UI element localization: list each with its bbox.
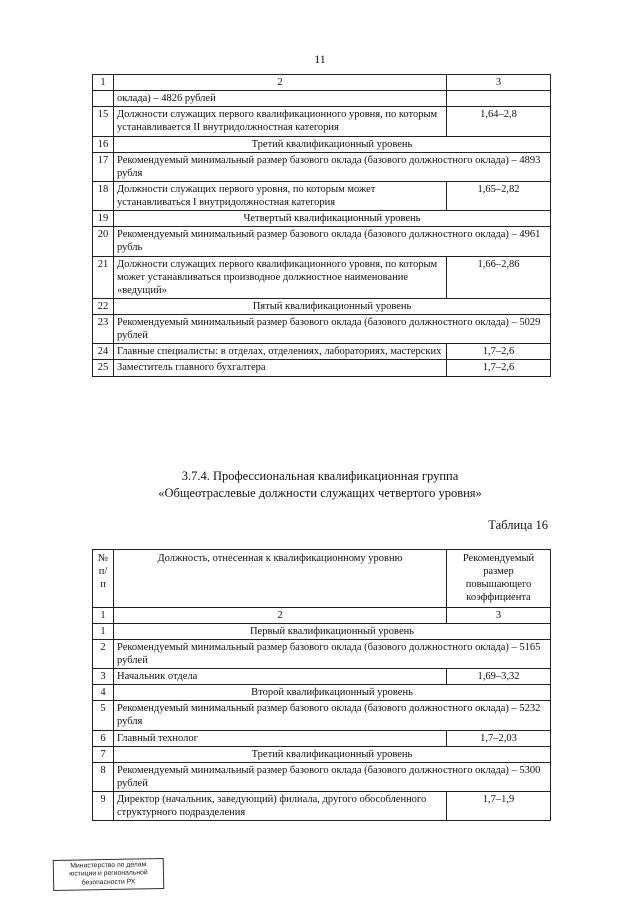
position-cell: Должности служащих первого квалификационного уровня, по которым может устанавливаться производное должностное наименование «ведущий» — [114, 256, 447, 298]
table-caption: Таблица 16 — [488, 518, 548, 532]
level-row — [93, 746, 551, 762]
coefficient-cell: 1,66–2,86 — [447, 256, 551, 298]
position-cell: оклада) – 4826 рублей — [114, 91, 447, 107]
stamp-line: Министерство по делам — [70, 861, 147, 870]
table-row — [93, 669, 551, 685]
coefficient-cell — [447, 91, 551, 107]
salary-cell: Рекомендуемый минимальный размер базового оклада (базового должностного оклада) – 5029 рублей — [114, 315, 551, 344]
table-row — [93, 639, 551, 668]
salary-cell: Рекомендуемый минимальный размер базового оклада (базового должностного оклада) – 5232 рубля — [114, 701, 551, 730]
position-cell: Должности служащих первого квалификационного уровня, по которым устанавливается II внутридолжностная категория — [114, 107, 447, 136]
table-row — [93, 701, 551, 730]
head-coefficient-cell: Рекомендуемый размер повышающего коэффициента — [447, 550, 551, 608]
column-number-row — [93, 75, 551, 91]
salary-cell: Рекомендуемый минимальный размер базового оклада (базового должностного оклада) – 5300 рублей — [114, 762, 551, 791]
section-heading-line: 3.7.4. Профессиональная квалификационная группа — [181, 469, 459, 483]
row-number-cell: 17 — [93, 152, 114, 181]
qualification-level-cell: Пятый квалификационный уровень — [114, 298, 551, 314]
table-row — [93, 730, 551, 746]
table-row — [93, 107, 551, 136]
position-cell: Заместитель главного бухгалтера — [114, 360, 447, 376]
section-heading — [0, 468, 640, 502]
table-head-row — [93, 550, 551, 608]
row-number-cell: 8 — [93, 762, 114, 791]
level-row — [93, 685, 551, 701]
coefficient-cell: 1,64–2,8 — [447, 107, 551, 136]
qualification-level-cell: Третий квалификационный уровень — [114, 136, 551, 152]
level-row — [93, 298, 551, 314]
coefficient-cell: 1,7–2,03 — [447, 730, 551, 746]
position-cell: Должности служащих первого уровня, по которым может устанавливаться I внутридолжностная категория — [114, 181, 447, 210]
position-cell: Главный технолог — [114, 730, 447, 746]
table-row — [93, 344, 551, 360]
row-number-cell: 23 — [93, 315, 114, 344]
level-row — [93, 623, 551, 639]
row-number-cell: 19 — [93, 211, 114, 227]
table-row — [93, 227, 551, 256]
column-number-row — [93, 607, 551, 623]
coefficient-cell: 1,7–2,6 — [447, 360, 551, 376]
row-number-cell: 1 — [93, 623, 114, 639]
stamp-line: безопасности РХ — [81, 878, 136, 887]
row-number-cell: 22 — [93, 298, 114, 314]
row-number-cell: 24 — [93, 344, 114, 360]
coefficient-cell: 1,7–1,9 — [447, 792, 551, 821]
salary-cell: Рекомендуемый минимальный размер базового оклада (базового должностного оклада) – 4961 рубль — [114, 227, 551, 256]
qualification-level-cell: Первый квалификационный уровень — [114, 623, 551, 639]
table-row — [93, 762, 551, 791]
row-number-cell: 16 — [93, 136, 114, 152]
position-cell: Директор (начальник, заведующий) филиала, другого обособленного структурного подразделения — [114, 792, 447, 821]
column-number-cell: 1 — [93, 607, 114, 623]
table-row — [93, 315, 551, 344]
column-number-cell: 1 — [93, 75, 114, 91]
table-row — [93, 360, 551, 376]
page-number: 11 — [314, 52, 326, 66]
row-number-cell: 15 — [93, 107, 114, 136]
row-number-cell: 9 — [93, 792, 114, 821]
salary-cell: Рекомендуемый минимальный размер базового оклада (базового должностного оклада) – 5165 рублей — [114, 639, 551, 668]
row-number-cell: 3 — [93, 669, 114, 685]
row-number-cell: 25 — [93, 360, 114, 376]
row-number-cell: 20 — [93, 227, 114, 256]
qualification-level-cell: Четвертый квалификационный уровень — [114, 211, 551, 227]
ministry-stamp — [53, 858, 165, 891]
column-number-cell: 2 — [114, 607, 447, 623]
column-number-cell: 2 — [114, 75, 447, 91]
qualification-level-cell: Третий квалификационный уровень — [114, 746, 551, 762]
continued-table — [92, 74, 551, 377]
row-number-cell: 2 — [93, 639, 114, 668]
position-cell: Главные специалисты: в отделах, отделениях, лабораториях, мастерских — [114, 344, 447, 360]
row-number-cell: 18 — [93, 181, 114, 210]
head-number-cell: № п/п — [93, 550, 114, 608]
level-row — [93, 211, 551, 227]
row-number-cell: 4 — [93, 685, 114, 701]
section-heading-line: «Общеотраслевые должности служащих четвертого уровня» — [158, 485, 482, 500]
table-16 — [92, 549, 551, 821]
coefficient-cell: 1,69–3,32 — [447, 669, 551, 685]
coefficient-cell: 1,7–2,6 — [447, 344, 551, 360]
table-row — [93, 256, 551, 298]
coefficient-cell: 1,65–2,82 — [447, 181, 551, 210]
table-row — [93, 181, 551, 210]
row-number-cell — [93, 91, 114, 107]
table-row — [93, 152, 551, 181]
position-cell: Начальник отдела — [114, 669, 447, 685]
table-row — [93, 91, 551, 107]
row-number-cell: 6 — [93, 730, 114, 746]
head-position-cell: Должность, отнесенная к квалификационному уровню — [114, 550, 447, 608]
row-number-cell: 21 — [93, 256, 114, 298]
column-number-cell: 3 — [447, 75, 551, 91]
row-number-cell: 5 — [93, 701, 114, 730]
column-number-cell: 3 — [447, 607, 551, 623]
row-number-cell: 7 — [93, 746, 114, 762]
salary-cell: Рекомендуемый минимальный размер базового оклада (базового должностного оклада) – 4893 рубля — [114, 152, 551, 181]
qualification-level-cell: Второй квалификационный уровень — [114, 685, 551, 701]
stamp-line: юстиции и региональной — [69, 869, 148, 879]
level-row — [93, 136, 551, 152]
table-row — [93, 792, 551, 821]
